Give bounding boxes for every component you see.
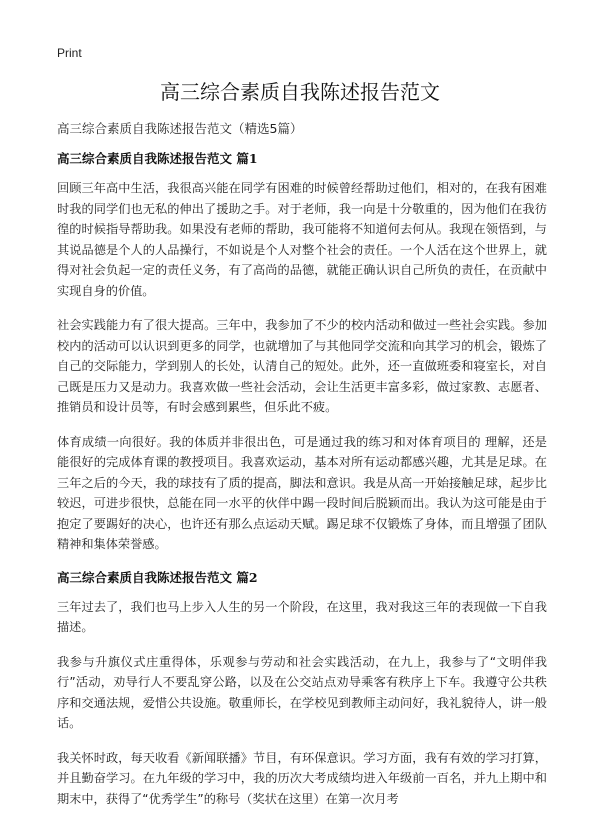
document-title: 高三综合素质自我陈述报告范文 — [160, 80, 440, 104]
section-2 — [57, 569, 547, 810]
paragraph: 三年过去了，我们也马上步入人生的另一个阶段，在这里，我对我这三年的表现做一下自我描述。 — [57, 599, 547, 634]
paragraph: 我关怀时政，每天收看《新闻联播》节目，有环保意识。学习方面，我有有效的学习打算，并且勤奋学习。在九年级的学习中，我的历次大考成绩均进入年级前一百名，并九上期中和期末中，获得了“优秀学生”的称号（奖状在这里）在第一次月考 — [57, 750, 547, 806]
section-heading: 高三综合素质自我陈述报告范文 篇2 — [57, 569, 258, 585]
document-body — [57, 150, 547, 823]
section-1 — [57, 150, 547, 555]
paragraph: 体育成绩一向很好。我的体质并非很出色，可是通过我的练习和对体育项目的 理解，还是能很好的完成体育课的教授项目。我喜欢运动，基本对所有运动都感兴趣，尤其是足球。在三年之后的今天，我的球技有了质的提高，脚法和意识。我是从高一开始接触足球，起步比较迟，可进步很快，总能在同一水平的伙伴中踢一段时间后脱颖而出。我认为这可能是由于抱定了要踢好的决心，也许还有那么点运动天赋。踢足球不仅锻炼了身体，而且增强了团队精神和集体荣誉感。 — [57, 434, 547, 551]
print-link[interactable]: Print — [57, 46, 82, 60]
paragraph: 我参与升旗仪式庄重得体，乐观参与劳动和社会实践活动，在九上，我参与了“文明伴我行”活动，劝导行人不要乱穿公路，以及在公交站点劝导乘客有秩序上下车。我遵守公共秩序和交通法规，爱惜公共设施。敬重师长，在学校见到教师主动问好，我礼貌待人，讲一般话。 — [57, 654, 547, 730]
document-subtitle: 高三综合素质自我陈述报告范文（精选5篇） — [57, 121, 303, 136]
section-heading: 高三综合素质自我陈述报告范文 篇1 — [57, 151, 258, 166]
paragraph: 回顾三年高中生活，我很高兴能在同学有困难的时候曾经帮助过他们，相对的，在我有困难时我的同学们也无私的伸出了援助之手。对于老师，我一向是十分敬重的，因为他们在我彷徨的时候指导帮助我。如果没有老师的帮助，我可能将不知道何去何从。我现在领悟到，与其说品德是个人的人品操行，不如说是个人对整个社会的责任。一个人活在这个世界上，就得对社会负起一定的责任义务，有了高尚的品德，就能正确认识自己所负的责任，在贡献中实现自身的价值。 — [57, 181, 547, 298]
paragraph: 社会实践能力有了很大提高。三年中，我参加了不少的校内活动和做过一些社会实践。参加校内的活动可以认识到更多的同学，也就增加了与其他同学交流和向其学习的机会，锻炼了自己的交际能力，学到别人的长处，认清自己的短处。此外，还一直做班委和寝室长，对自己既是压力又是动力。我喜欢做一些社会活动，会让生活更丰富多彩，做过家教、志愿者、推销员和设计员等，有时会感到累些，但乐此不疲。 — [57, 318, 547, 414]
